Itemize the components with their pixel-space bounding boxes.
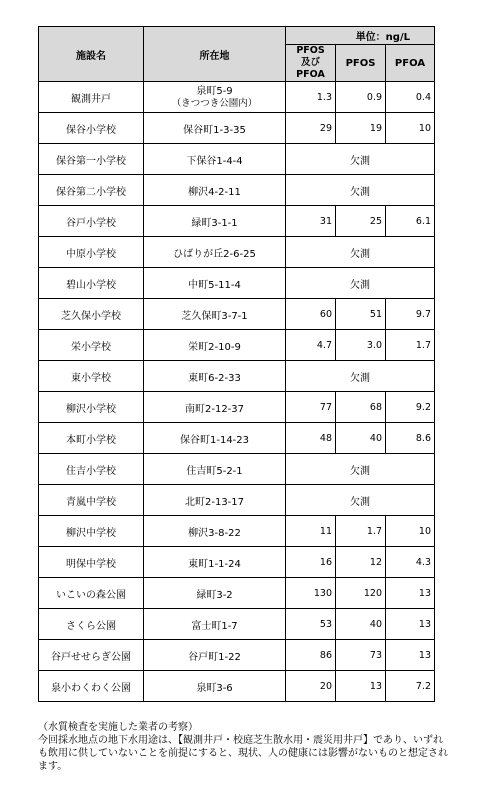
facility-address: 緑町3-1-1 — [144, 206, 286, 237]
missing-measurement: 欠測 — [286, 144, 435, 175]
table-row — [39, 82, 435, 113]
value-pfoa: 13 — [386, 640, 435, 671]
value-pfos-pfoa-total: 60 — [286, 299, 336, 330]
value-pfos: 40 — [336, 423, 386, 454]
facility-name: 保谷小学校 — [39, 113, 144, 144]
facility-address: 北町2-13-17 — [144, 485, 286, 516]
value-pfos-pfoa-total: 48 — [286, 423, 336, 454]
value-pfoa: 9.7 — [386, 299, 435, 330]
header-pfos: PFOS — [336, 45, 386, 82]
missing-measurement: 欠測 — [286, 485, 435, 516]
table-row — [39, 268, 435, 299]
table-row — [39, 454, 435, 485]
facility-address: 谷戸町1-22 — [144, 640, 286, 671]
facility-address: 南町2-12-37 — [144, 392, 286, 423]
pfas-results-table — [38, 26, 435, 702]
facility-address: 東町1-1-24 — [144, 547, 286, 578]
facility-address: 柳沢4-2-11 — [144, 175, 286, 206]
table-row — [39, 175, 435, 206]
facility-address: 住吉町5-2-1 — [144, 454, 286, 485]
missing-measurement: 欠測 — [286, 237, 435, 268]
facility-address: 芝久保町3-7-1 — [144, 299, 286, 330]
facility-address: 栄町2-10-9 — [144, 330, 286, 361]
facility-address: 緑町3-2 — [144, 578, 286, 609]
facility-name: さくら公園 — [39, 609, 144, 640]
table-row — [39, 516, 435, 547]
table-row — [39, 547, 435, 578]
address-note: （きつつき公園内） — [171, 97, 258, 109]
value-pfoa: 13 — [386, 578, 435, 609]
value-pfos-pfoa-total: 16 — [286, 547, 336, 578]
facility-name: 谷戸せせらぎ公園 — [39, 640, 144, 671]
value-pfos-pfoa-total: 130 — [286, 578, 336, 609]
value-pfos-pfoa-total: 29 — [286, 113, 336, 144]
facility-address: 保谷町1-3-35 — [144, 113, 286, 144]
header-pfoa: PFOA — [386, 45, 435, 82]
facility-name: いこいの森公園 — [39, 578, 144, 609]
value-pfos-pfoa-total: 86 — [286, 640, 336, 671]
value-pfos-pfoa-total: 77 — [286, 392, 336, 423]
value-pfos: 1.7 — [336, 516, 386, 547]
facility-address: 泉町3-6 — [144, 671, 286, 702]
facility-name: 芝久保小学校 — [39, 299, 144, 330]
header-address: 所在地 — [144, 27, 286, 82]
table-row — [39, 299, 435, 330]
value-pfos-pfoa-total: 20 — [286, 671, 336, 702]
table-row — [39, 578, 435, 609]
missing-measurement: 欠測 — [286, 268, 435, 299]
value-pfos-pfoa-total: 4.7 — [286, 330, 336, 361]
missing-measurement: 欠測 — [286, 175, 435, 206]
header-pfos-pfoa-line2: 及び — [300, 57, 320, 68]
value-pfoa: 9.2 — [386, 392, 435, 423]
missing-measurement: 欠測 — [286, 454, 435, 485]
table-row — [39, 113, 435, 144]
value-pfoa: 10 — [386, 113, 435, 144]
facility-name: 観測井戸 — [39, 82, 144, 113]
facility-name: 本町小学校 — [39, 423, 144, 454]
value-pfos: 68 — [336, 392, 386, 423]
facility-address: 中町5-11-4 — [144, 268, 286, 299]
table-row — [39, 144, 435, 175]
table-row — [39, 361, 435, 392]
unit-label: 単位：ng/L — [286, 27, 435, 45]
value-pfos-pfoa-total: 11 — [286, 516, 336, 547]
header-pfos-pfoa-total — [286, 45, 336, 82]
value-pfoa: 0.4 — [386, 82, 435, 113]
note-body: 今回採水地点の地下水用途は、【観測井戸・校庭芝生散水用・震災用井戸】であり、いずれも飲用に供していないことを前提にすると、現状、人の健康には影響がないものと想定されます。 — [38, 735, 448, 772]
value-pfos: 120 — [336, 578, 386, 609]
facility-name: 中原小学校 — [39, 237, 144, 268]
contractor-note — [38, 721, 448, 773]
facility-name: 青嵐中学校 — [39, 485, 144, 516]
value-pfos-pfoa-total: 53 — [286, 609, 336, 640]
value-pfos-pfoa-total: 31 — [286, 206, 336, 237]
value-pfoa: 6.1 — [386, 206, 435, 237]
facility-name: 泉小わくわく公園 — [39, 671, 144, 702]
header-pfos-pfoa-line1: PFOS — [296, 45, 325, 56]
facility-address: 富士町1-7 — [144, 609, 286, 640]
value-pfos: 12 — [336, 547, 386, 578]
value-pfoa: 10 — [386, 516, 435, 547]
value-pfoa: 4.3 — [386, 547, 435, 578]
facility-address: 下保谷1-4-4 — [144, 144, 286, 175]
value-pfoa: 1.7 — [386, 330, 435, 361]
value-pfoa: 13 — [386, 609, 435, 640]
facility-name: 谷戸小学校 — [39, 206, 144, 237]
facility-name: 栄小学校 — [39, 330, 144, 361]
facility-address: 柳沢3-8-22 — [144, 516, 286, 547]
facility-name: 碧山小学校 — [39, 268, 144, 299]
facility-name: 東小学校 — [39, 361, 144, 392]
facility-address — [144, 82, 286, 113]
facility-address: ひばりが丘2-6-25 — [144, 237, 286, 268]
table-row — [39, 485, 435, 516]
facility-name: 保谷第二小学校 — [39, 175, 144, 206]
table-row — [39, 330, 435, 361]
value-pfos: 51 — [336, 299, 386, 330]
facility-address: 保谷町1-14-23 — [144, 423, 286, 454]
value-pfos: 0.9 — [336, 82, 386, 113]
header-pfos-pfoa-line3: PFOA — [296, 69, 325, 80]
address-line: 泉町5-9 — [196, 85, 233, 97]
facility-name: 柳沢小学校 — [39, 392, 144, 423]
value-pfos: 40 — [336, 609, 386, 640]
value-pfoa: 7.2 — [386, 671, 435, 702]
value-pfos: 3.0 — [336, 330, 386, 361]
value-pfos: 19 — [336, 113, 386, 144]
table-row — [39, 392, 435, 423]
note-heading: （水質検査を実施した業者の考察） — [38, 722, 198, 733]
value-pfos: 13 — [336, 671, 386, 702]
facility-name: 住吉小学校 — [39, 454, 144, 485]
facility-name: 明保中学校 — [39, 547, 144, 578]
facility-name: 保谷第一小学校 — [39, 144, 144, 175]
value-pfos-pfoa-total: 1.3 — [286, 82, 336, 113]
table-row — [39, 671, 435, 702]
table-row — [39, 640, 435, 671]
value-pfos: 25 — [336, 206, 386, 237]
table-row — [39, 206, 435, 237]
header-facility: 施設名 — [39, 27, 144, 82]
table-row — [39, 609, 435, 640]
facility-name: 柳沢中学校 — [39, 516, 144, 547]
table-row — [39, 423, 435, 454]
table-body — [39, 82, 435, 702]
missing-measurement: 欠測 — [286, 361, 435, 392]
table-row — [39, 237, 435, 268]
value-pfos: 73 — [336, 640, 386, 671]
facility-address: 東町6-2-33 — [144, 361, 286, 392]
value-pfoa: 8.6 — [386, 423, 435, 454]
